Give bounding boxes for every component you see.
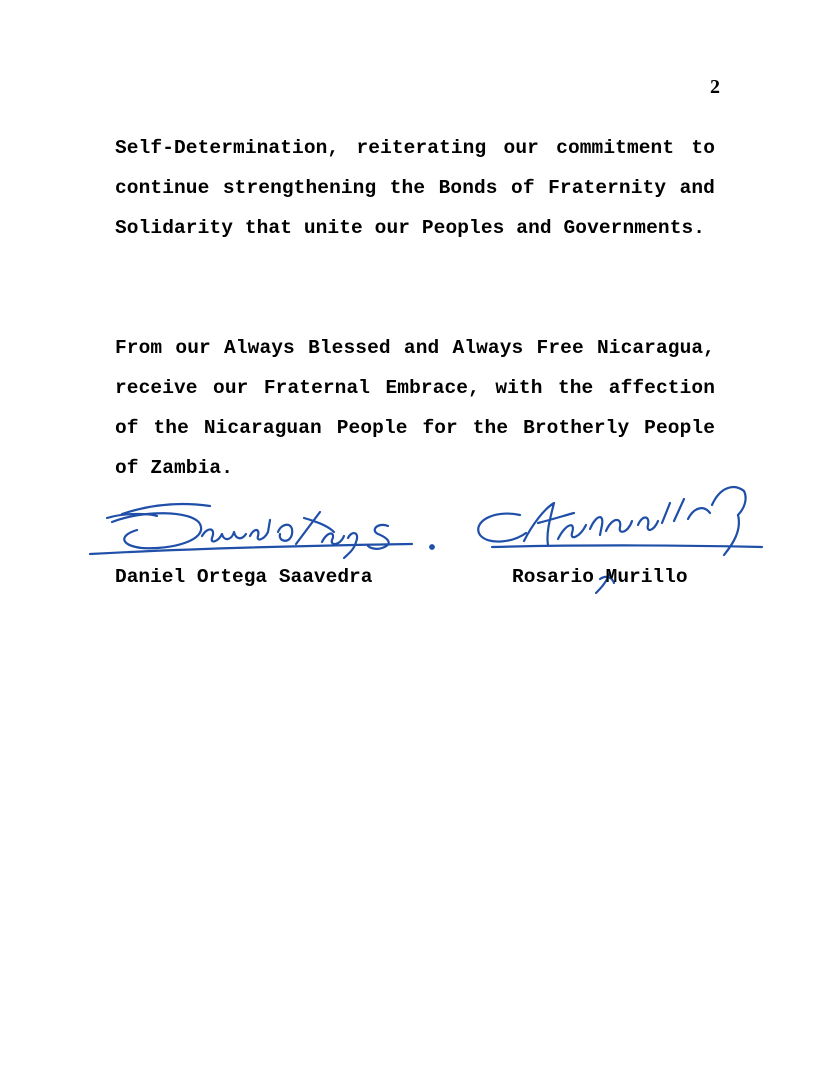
- body-paragraph-2: From our Always Blessed and Always Free Nicaragua, receive our Fraternal Embrace, with the affection of the Nicaraguan People for the Brotherly People of Zambia.: [115, 337, 715, 479]
- ortega-signature: [82, 492, 447, 572]
- page-number: 2: [710, 76, 720, 98]
- body-paragraph-1: Self-Determination, reiterating our commitment to continue strengthening the Bonds of Fraternity and Solidarity that unite our Peoples and Governments.: [115, 137, 715, 239]
- signer-name-murillo: Rosario Murillo: [512, 566, 688, 588]
- signer-name-ortega: Daniel Ortega Saavedra: [115, 566, 373, 588]
